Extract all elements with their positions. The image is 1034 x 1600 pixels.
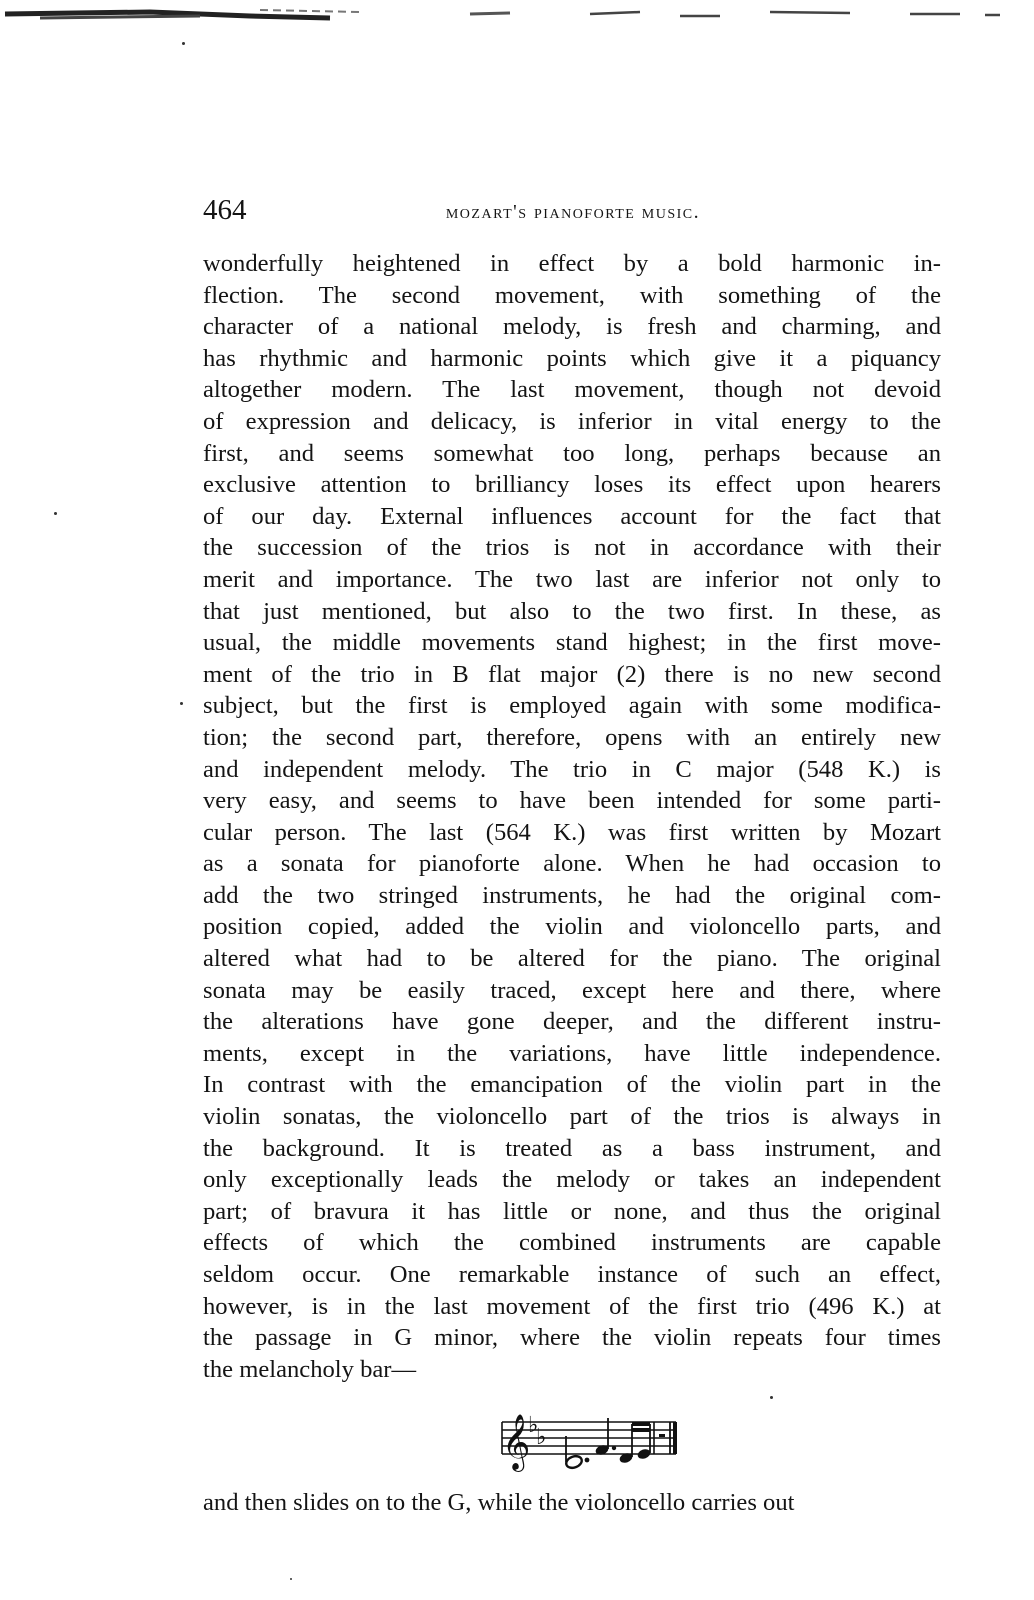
text-line: In contrast with the emancipation of the violin part in the [203,1071,941,1099]
text-line: violin sonatas, the violoncello part of the trios is always in [203,1103,941,1131]
svg-text:♭: ♭ [536,1425,547,1450]
text-line: first, and seems somewhat too long, perhaps because an [203,439,941,467]
text-line: altered what had to be altered for the piano. The original [203,945,941,973]
text-line: as a sonata for pianoforte alone. When he had occasion to [203,850,941,878]
music-notation-figure [494,1396,684,1484]
scan-speck [182,42,185,45]
scan-speck [770,1396,773,1399]
text-line: and independent melody. The trio in C major (548 K.) is [203,755,941,783]
text-line: cular person. The last (564 K.) was first written by Mozart [203,818,941,846]
scan-speck [180,702,183,705]
svg-text:♭: ♭ [528,1413,539,1438]
text-line: sonata may be easily traced, except here and there, where [203,976,941,1004]
text-line: only exceptionally leads the melody or takes an independent [203,1166,941,1194]
text-line: add the two stringed instruments, he had the original com- [203,881,941,909]
text-line: that just mentioned, but also to the two first. In these, as [203,597,941,625]
text-line: the passage in G minor, where the violin repeats four times [203,1324,941,1352]
text-line: of expression and delicacy, is inferior in vital energy to the [203,407,941,435]
text-line: has rhythmic and harmonic points which give it a piquancy [203,344,941,372]
svg-text:𝄞: 𝄞 [502,1414,531,1470]
text-line: effects of which the combined instruments are capable [203,1229,941,1257]
text-line: however, is in the last movement of the first trio (496 K.) at [203,1292,941,1320]
scan-speck [54,512,57,515]
text-line: seldom occur. One remarkable instance of such an effect, [203,1261,941,1288]
text-line: wonderfully heightened in effect by a bold harmonic in- [203,250,941,277]
text-line: very easy, and seems to have been intended for some parti- [203,787,941,815]
text-line: character of a national melody, is fresh and charming, and [203,313,941,341]
text-line: the background. It is treated as a bass instrument, and [203,1134,941,1162]
text-line: merit and importance. The two last are inferior not only to [203,565,941,593]
text-line: part; of bravura it has little or none, and thus the original [203,1197,941,1225]
text-line: usual, the middle movements stand highest; in the first move- [203,629,941,657]
text-line: tion; the second part, therefore, opens with an entirely new [203,723,941,751]
text-line: the succession of the trios is not in accordance with their [203,534,941,562]
text-line: of our day. External influences account for the fact that [203,502,941,530]
text-line: flection. The second movement, with something of the [203,281,941,309]
scan-speck [290,1578,292,1580]
text-line: position copied, added the violin and violoncello parts, and [203,913,941,941]
page-number: 464 [203,194,247,226]
text-line: altogether modern. The last movement, though not devoid [203,376,941,404]
body-text [203,248,941,1385]
scan-edge-artifact [0,0,1034,40]
text-line: the alterations have gone deeper, and the different instru- [203,1008,941,1036]
text-line: the melancholy bar— [203,1355,417,1383]
running-title: mozart's pianoforte music. [445,201,701,223]
closing-line: and then slides on to the G, while the violoncello carries out [203,1489,795,1516]
text-line: subject, but the first is employed again with some modifica- [203,692,941,720]
text-line: ments, except in the variations, have little independence. [203,1039,941,1067]
page-header [203,190,943,230]
text-line: exclusive attention to brilliancy loses its effect upon hearers [203,471,941,499]
text-line: ment of the trio in B flat major (2) there is no new second [203,660,941,688]
